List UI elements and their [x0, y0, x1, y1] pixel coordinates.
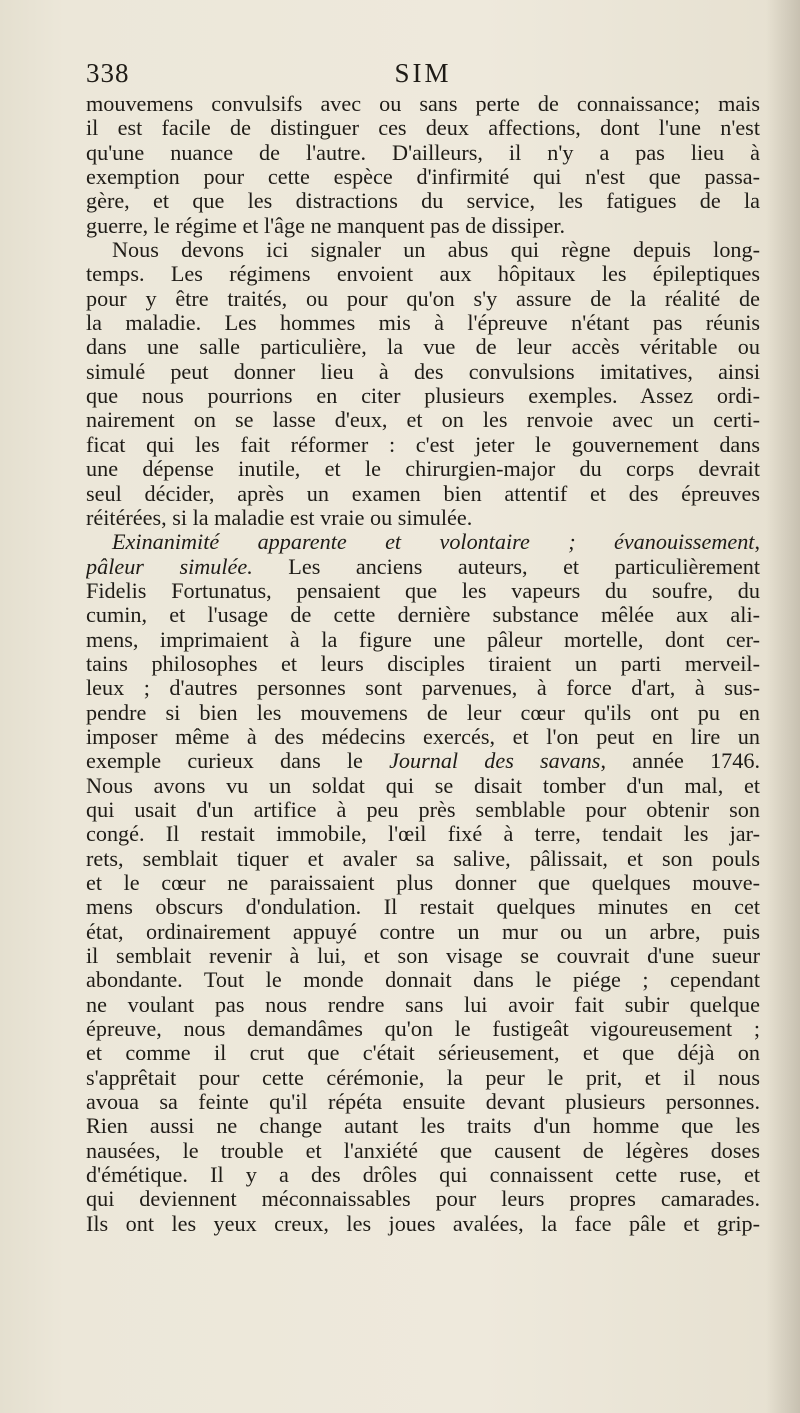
text-line: une dépense inutile, et le chirurgien-major du corps devrait: [86, 457, 760, 482]
text-line: imposer même à des médecins exercés, et l'on peut en lire un: [86, 724, 760, 749]
text-line: gère, et que les distractions du service, les fatigues de la: [86, 189, 760, 214]
text-line: qu'une nuance de l'autre. D'ailleurs, il n'y a pas lieu à: [86, 140, 760, 165]
text-line: pendre si bien les mouvemens de leur cœur qu'ils ont pu en: [86, 700, 760, 725]
text-line: simulé peut donner lieu à des convulsions imitatives, ainsi: [86, 359, 760, 384]
text-line: mens obscurs d'ondulation. Il restait quelques minutes en cet: [86, 895, 760, 920]
text-line: épreuve, nous demandâmes qu'on le fustigeât vigoureusement ;: [86, 1017, 760, 1042]
text-line: tains philosophes et leurs disciples tiraient un parti merveil-: [86, 651, 760, 676]
text-line: leux ; d'autres personnes sont parvenues, à force d'art, à sus-: [86, 676, 760, 701]
text-line: que nous pourrions en citer plusieurs exemples. Assez ordi-: [86, 384, 760, 409]
text-line: Nous avons vu un soldat qui se disait tomber d'un mal, et: [86, 773, 760, 798]
running-head: SIM: [394, 58, 452, 88]
body-text: [86, 92, 760, 1236]
text-line: guerre, le régime et l'âge ne manquent pas de dissiper.: [86, 213, 566, 238]
text-line: état, ordinairement appuyé contre un mur ou un arbre, puis: [86, 919, 760, 944]
text-line: mens, imprimaient à la figure une pâleur mortelle, dont cer-: [86, 627, 760, 652]
text-line: exemption pour cette espèce d'infirmité qui n'est que passa-: [86, 165, 760, 190]
italic-segment: Journal des savans: [389, 749, 601, 774]
text-line: abondante. Tout le monde donnait dans le piége ; cependant: [86, 968, 760, 993]
text-line: s'apprêtait pour cette cérémonie, la peur le prit, et il nous: [86, 1065, 760, 1090]
text-line-segment: exemple curieux dans le: [86, 749, 390, 774]
page-number: 338: [86, 58, 130, 88]
page-header: [86, 58, 760, 92]
text-line: pour y être traités, ou pour qu'on s'y assure de la réalité de: [86, 286, 760, 311]
text-line: nairement on se lasse d'eux, et on les renvoie avec un certi-: [86, 408, 760, 433]
text-line: la maladie. Les hommes mis à l'épreuve n'étant pas réunis: [86, 311, 760, 336]
text-line: qui usait d'un artifice à peu près semblable pour obtenir son: [86, 797, 760, 822]
text-line: [86, 749, 760, 773]
text-line: cumin, et l'usage de cette dernière substance mêlée aux ali-: [86, 603, 760, 628]
text-line: qui deviennent méconnaissables pour leurs propres camarades.: [86, 1187, 760, 1212]
text-line: nausées, le trouble et l'anxiété que causent de légères doses: [86, 1138, 760, 1163]
text-line: [86, 530, 760, 554]
text-line: rets, semblait tiquer et avaler sa salive, pâlissait, et son pouls: [86, 846, 760, 871]
text-line: il est facile de distinguer ces deux affections, dont l'une n'est: [86, 116, 760, 141]
italic-segment: pâleur simulée.: [86, 554, 253, 579]
text-line: et comme il crut que c'était sérieusement, et que déjà on: [86, 1041, 760, 1066]
text-line: Ils ont les yeux creux, les joues avalées, la face pâle et grip-: [86, 1211, 760, 1236]
text-line-segment: Les anciens auteurs, et particulièrement: [252, 554, 760, 579]
text-line: réitérées, si la maladie est vraie ou simulée.: [86, 505, 473, 530]
text-line: ficat qui les fait réformer : c'est jeter le gouvernement dans: [86, 432, 760, 457]
text-line: congé. Il restait immobile, l'œil fixé à terre, tendait les jar-: [86, 822, 760, 847]
text-line: avoua sa feinte qu'il répéta ensuite devant plusieurs personnes.: [86, 1090, 760, 1115]
text-line: dans une salle particulière, la vue de leur accès véritable ou: [86, 335, 760, 360]
text-line-segment: , année 1746.: [600, 749, 760, 774]
text-line: [86, 555, 760, 579]
text-line: et le cœur ne paraissaient plus donner que quelques mouve-: [86, 871, 760, 895]
text-line: ne voulant pas nous rendre sans lui avoir fait subir quelque: [86, 992, 760, 1017]
text-line: mouvemens convulsifs avec ou sans perte de connaissance; mais: [86, 92, 760, 116]
text-line: seul décider, après un examen bien attentif et des épreuves: [86, 481, 760, 506]
page-gutter-shadow: [766, 0, 800, 1413]
text-line: il semblait revenir à lui, et son visage se couvrait d'une sueur: [86, 944, 760, 969]
text-line: Rien aussi ne change autant les traits d'un homme que les: [86, 1114, 760, 1139]
text-line: d'émétique. Il y a des drôles qui connaissent cette ruse, et: [86, 1163, 760, 1188]
text-line-segment: ,: [754, 530, 760, 555]
italic-segment: Exinanimité apparente et volontaire ; évanouissement: [112, 530, 755, 555]
text-line: temps. Les régimens envoient aux hôpitaux les épileptiques: [86, 262, 760, 287]
text-line: Nous devons ici signaler un abus qui règne depuis long-: [112, 238, 760, 263]
text-line: Fidelis Fortunatus, pensaient que les vapeurs du soufre, du: [86, 578, 760, 603]
